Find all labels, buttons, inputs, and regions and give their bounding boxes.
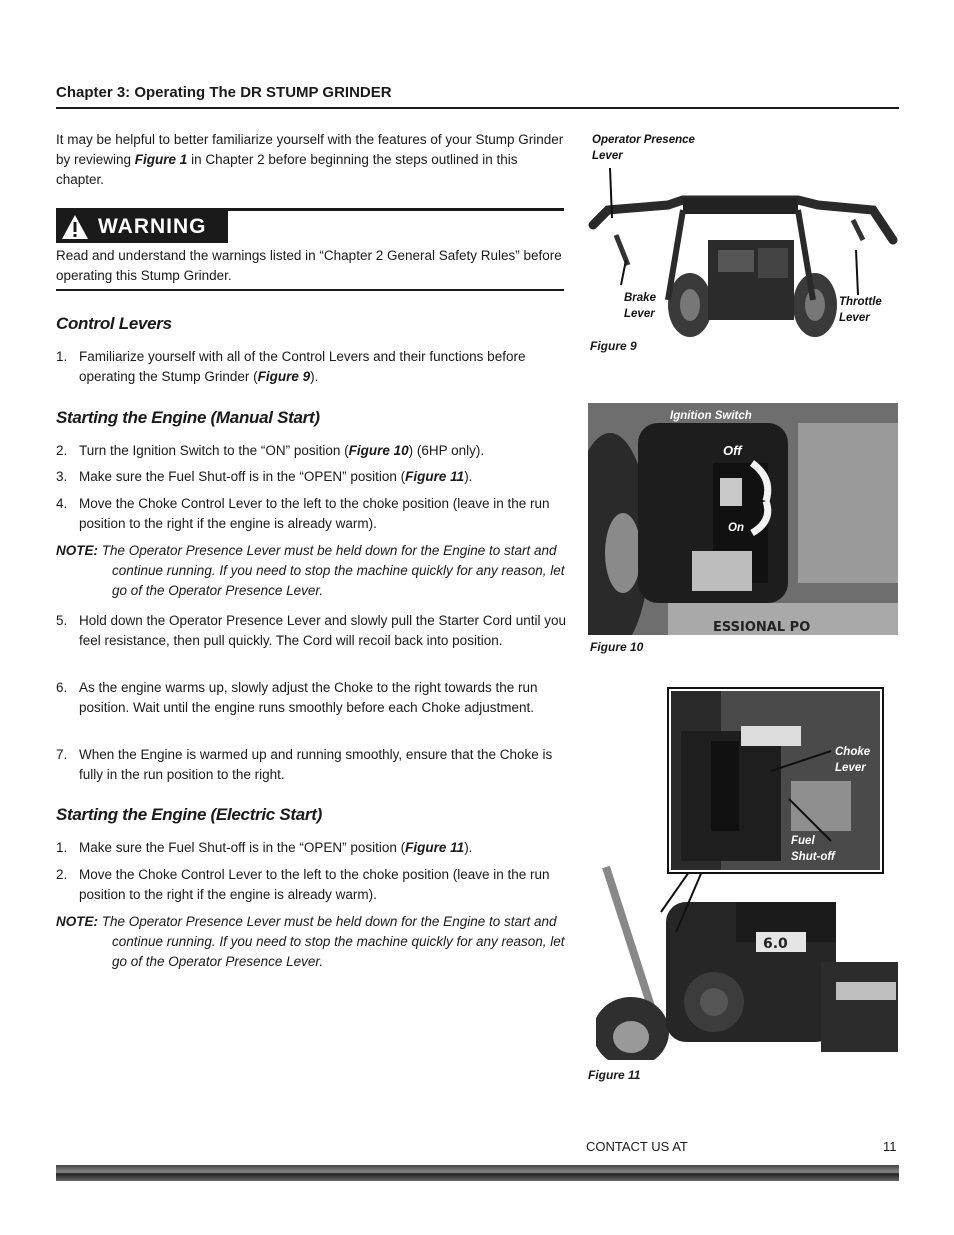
list-item bbox=[56, 865, 566, 905]
brake-lever-label bbox=[624, 290, 656, 322]
figure-9-caption: Figure 9 bbox=[590, 339, 637, 353]
figure-11-inset bbox=[667, 687, 884, 874]
off-label: Off bbox=[723, 443, 742, 458]
section-heading-electric-start: Starting the Engine (Electric Start) bbox=[56, 805, 322, 824]
list-text-before: Turn the Ignition Switch to the “ON” position ( bbox=[79, 443, 349, 458]
list-text bbox=[79, 347, 566, 387]
figure-10-image bbox=[588, 403, 898, 635]
note-text-continued: continue running. If you need to stop the machine quickly for any reason, let go of the Operator Presence Lever. bbox=[112, 934, 565, 969]
list-number: 2. bbox=[56, 867, 68, 882]
label-line: Lever bbox=[835, 762, 866, 774]
fuel-choke-inset-photo bbox=[671, 691, 880, 870]
list-item bbox=[56, 441, 566, 461]
label-line: Lever bbox=[592, 150, 623, 162]
figure-10-caption: Figure 10 bbox=[590, 640, 644, 654]
list-item bbox=[56, 745, 566, 785]
ignition-switch-photo bbox=[588, 403, 898, 635]
figure-reference: Figure 11 bbox=[405, 840, 465, 855]
label-line: Lever bbox=[839, 312, 870, 324]
list-number: 1. bbox=[56, 349, 68, 364]
contact-us-text: CONTACT US AT bbox=[586, 1139, 688, 1154]
on-label: On bbox=[728, 522, 744, 534]
operator-presence-lever-label bbox=[592, 132, 695, 164]
list-item bbox=[56, 838, 566, 858]
warning-label: WARNING bbox=[98, 215, 207, 238]
fuel-shutoff-label bbox=[791, 833, 835, 865]
warning-triangle-icon bbox=[60, 213, 90, 241]
ignition-switch-label: Ignition Switch bbox=[670, 410, 752, 422]
label-line: Choke bbox=[835, 746, 871, 758]
warning-bottom-rule bbox=[56, 289, 564, 291]
list-text: When the Engine is warmed up and running smoothly, ensure that the Choke is fully in the run position to the right. bbox=[79, 747, 553, 782]
engine-badge: 6.0 bbox=[763, 936, 788, 952]
intro-text-before: It may be helpful to better familiarize yourself with the features of your Stump Grinder by reviewing bbox=[56, 132, 564, 167]
list-text: Move the Choke Control Lever to the left to the choke position (leave in the run position to the right if the engine is already warm). bbox=[79, 867, 550, 902]
chapter-title: Chapter 3: Operating The DR STUMP GRINDER bbox=[56, 84, 392, 101]
intro-paragraph bbox=[56, 130, 566, 190]
list-item bbox=[56, 494, 566, 534]
list-item bbox=[56, 678, 566, 718]
list-number: 2. bbox=[56, 443, 68, 458]
list-text-after: ). bbox=[464, 840, 473, 855]
label-line: Shut-off bbox=[791, 851, 835, 863]
section-heading-manual-start: Starting the Engine (Manual Start) bbox=[56, 408, 320, 427]
note bbox=[56, 912, 568, 972]
warning-text: Read and understand the warnings listed in “Chapter 2 General Safety Rules” before operating this Stump Grinder. bbox=[56, 248, 562, 283]
figure-reference: Figure 10 bbox=[348, 443, 409, 458]
section-heading-control-levers: Control Levers bbox=[56, 314, 172, 333]
list-number: 3. bbox=[56, 469, 68, 484]
list-number: 5. bbox=[56, 613, 68, 628]
list-text bbox=[79, 441, 566, 461]
list-text-before: Make sure the Fuel Shut-off is in the “OPEN” position ( bbox=[79, 840, 406, 855]
list-text-after: ). bbox=[464, 469, 473, 484]
list-text bbox=[79, 838, 566, 858]
list-text bbox=[79, 467, 566, 487]
list-text: Hold down the Operator Presence Lever and slowly pull the Starter Cord until you feel resistance, then pull quickly. The Cord will recoil back into position. bbox=[79, 613, 567, 648]
note-text: The Operator Presence Lever must be held down for the Engine to start and bbox=[98, 914, 557, 929]
page-number: 11 bbox=[883, 1139, 897, 1154]
decal-text: ESSIONAL PO bbox=[713, 620, 811, 635]
list-text-before: Familiarize yourself with all of the Control Levers and their functions before operating the Stump Grinder ( bbox=[79, 349, 526, 384]
list-item bbox=[56, 611, 566, 651]
list-text: As the engine warms up, slowly adjust the Choke to the right towards the run position. Wait until the engine runs smoothly before each Choke adjustment. bbox=[79, 680, 538, 715]
list-number: 4. bbox=[56, 496, 68, 511]
note bbox=[56, 541, 568, 601]
figure-reference: Figure 1 bbox=[134, 152, 188, 167]
figure-reference: Figure 9 bbox=[257, 369, 311, 384]
list-item bbox=[56, 467, 566, 487]
list-number: 1. bbox=[56, 840, 68, 855]
fuel-choke-engine-photo bbox=[596, 862, 898, 1060]
note-text: The Operator Presence Lever must be held down for the Engine to start and bbox=[98, 543, 557, 558]
list-text-before: Make sure the Fuel Shut-off is in the “OPEN” position ( bbox=[79, 469, 406, 484]
list-text-after: ). bbox=[310, 369, 319, 384]
list-number: 7. bbox=[56, 747, 68, 762]
header-rule bbox=[56, 107, 899, 109]
choke-lever-label bbox=[835, 744, 870, 776]
footer-bar bbox=[56, 1165, 899, 1181]
label-line: Brake bbox=[624, 292, 656, 304]
list-text: Move the Choke Control Lever to the left to the choke position (leave in the run position to the right if the engine is already warm). bbox=[79, 496, 550, 531]
note-label: NOTE: bbox=[56, 914, 98, 929]
throttle-lever-label bbox=[839, 294, 882, 326]
figure-reference: Figure 11 bbox=[405, 469, 465, 484]
warning-banner bbox=[56, 211, 228, 243]
label-line: Throttle bbox=[839, 296, 882, 308]
label-line: Operator Presence bbox=[592, 134, 695, 146]
list-number: 6. bbox=[56, 680, 68, 695]
figure-11-caption: Figure 11 bbox=[588, 1068, 641, 1082]
intro-text-after: in Chapter 2 before beginning the steps outlined in this chapter. bbox=[56, 152, 518, 187]
figure-11-image bbox=[596, 862, 898, 1060]
list-item bbox=[56, 347, 566, 387]
note-label: NOTE: bbox=[56, 543, 98, 558]
list-text-after: ) (6HP only). bbox=[408, 443, 485, 458]
label-line: Lever bbox=[624, 308, 655, 320]
label-line: Fuel bbox=[791, 835, 815, 847]
note-text-continued: continue running. If you need to stop the machine quickly for any reason, let go of the Operator Presence Lever. bbox=[112, 563, 565, 598]
